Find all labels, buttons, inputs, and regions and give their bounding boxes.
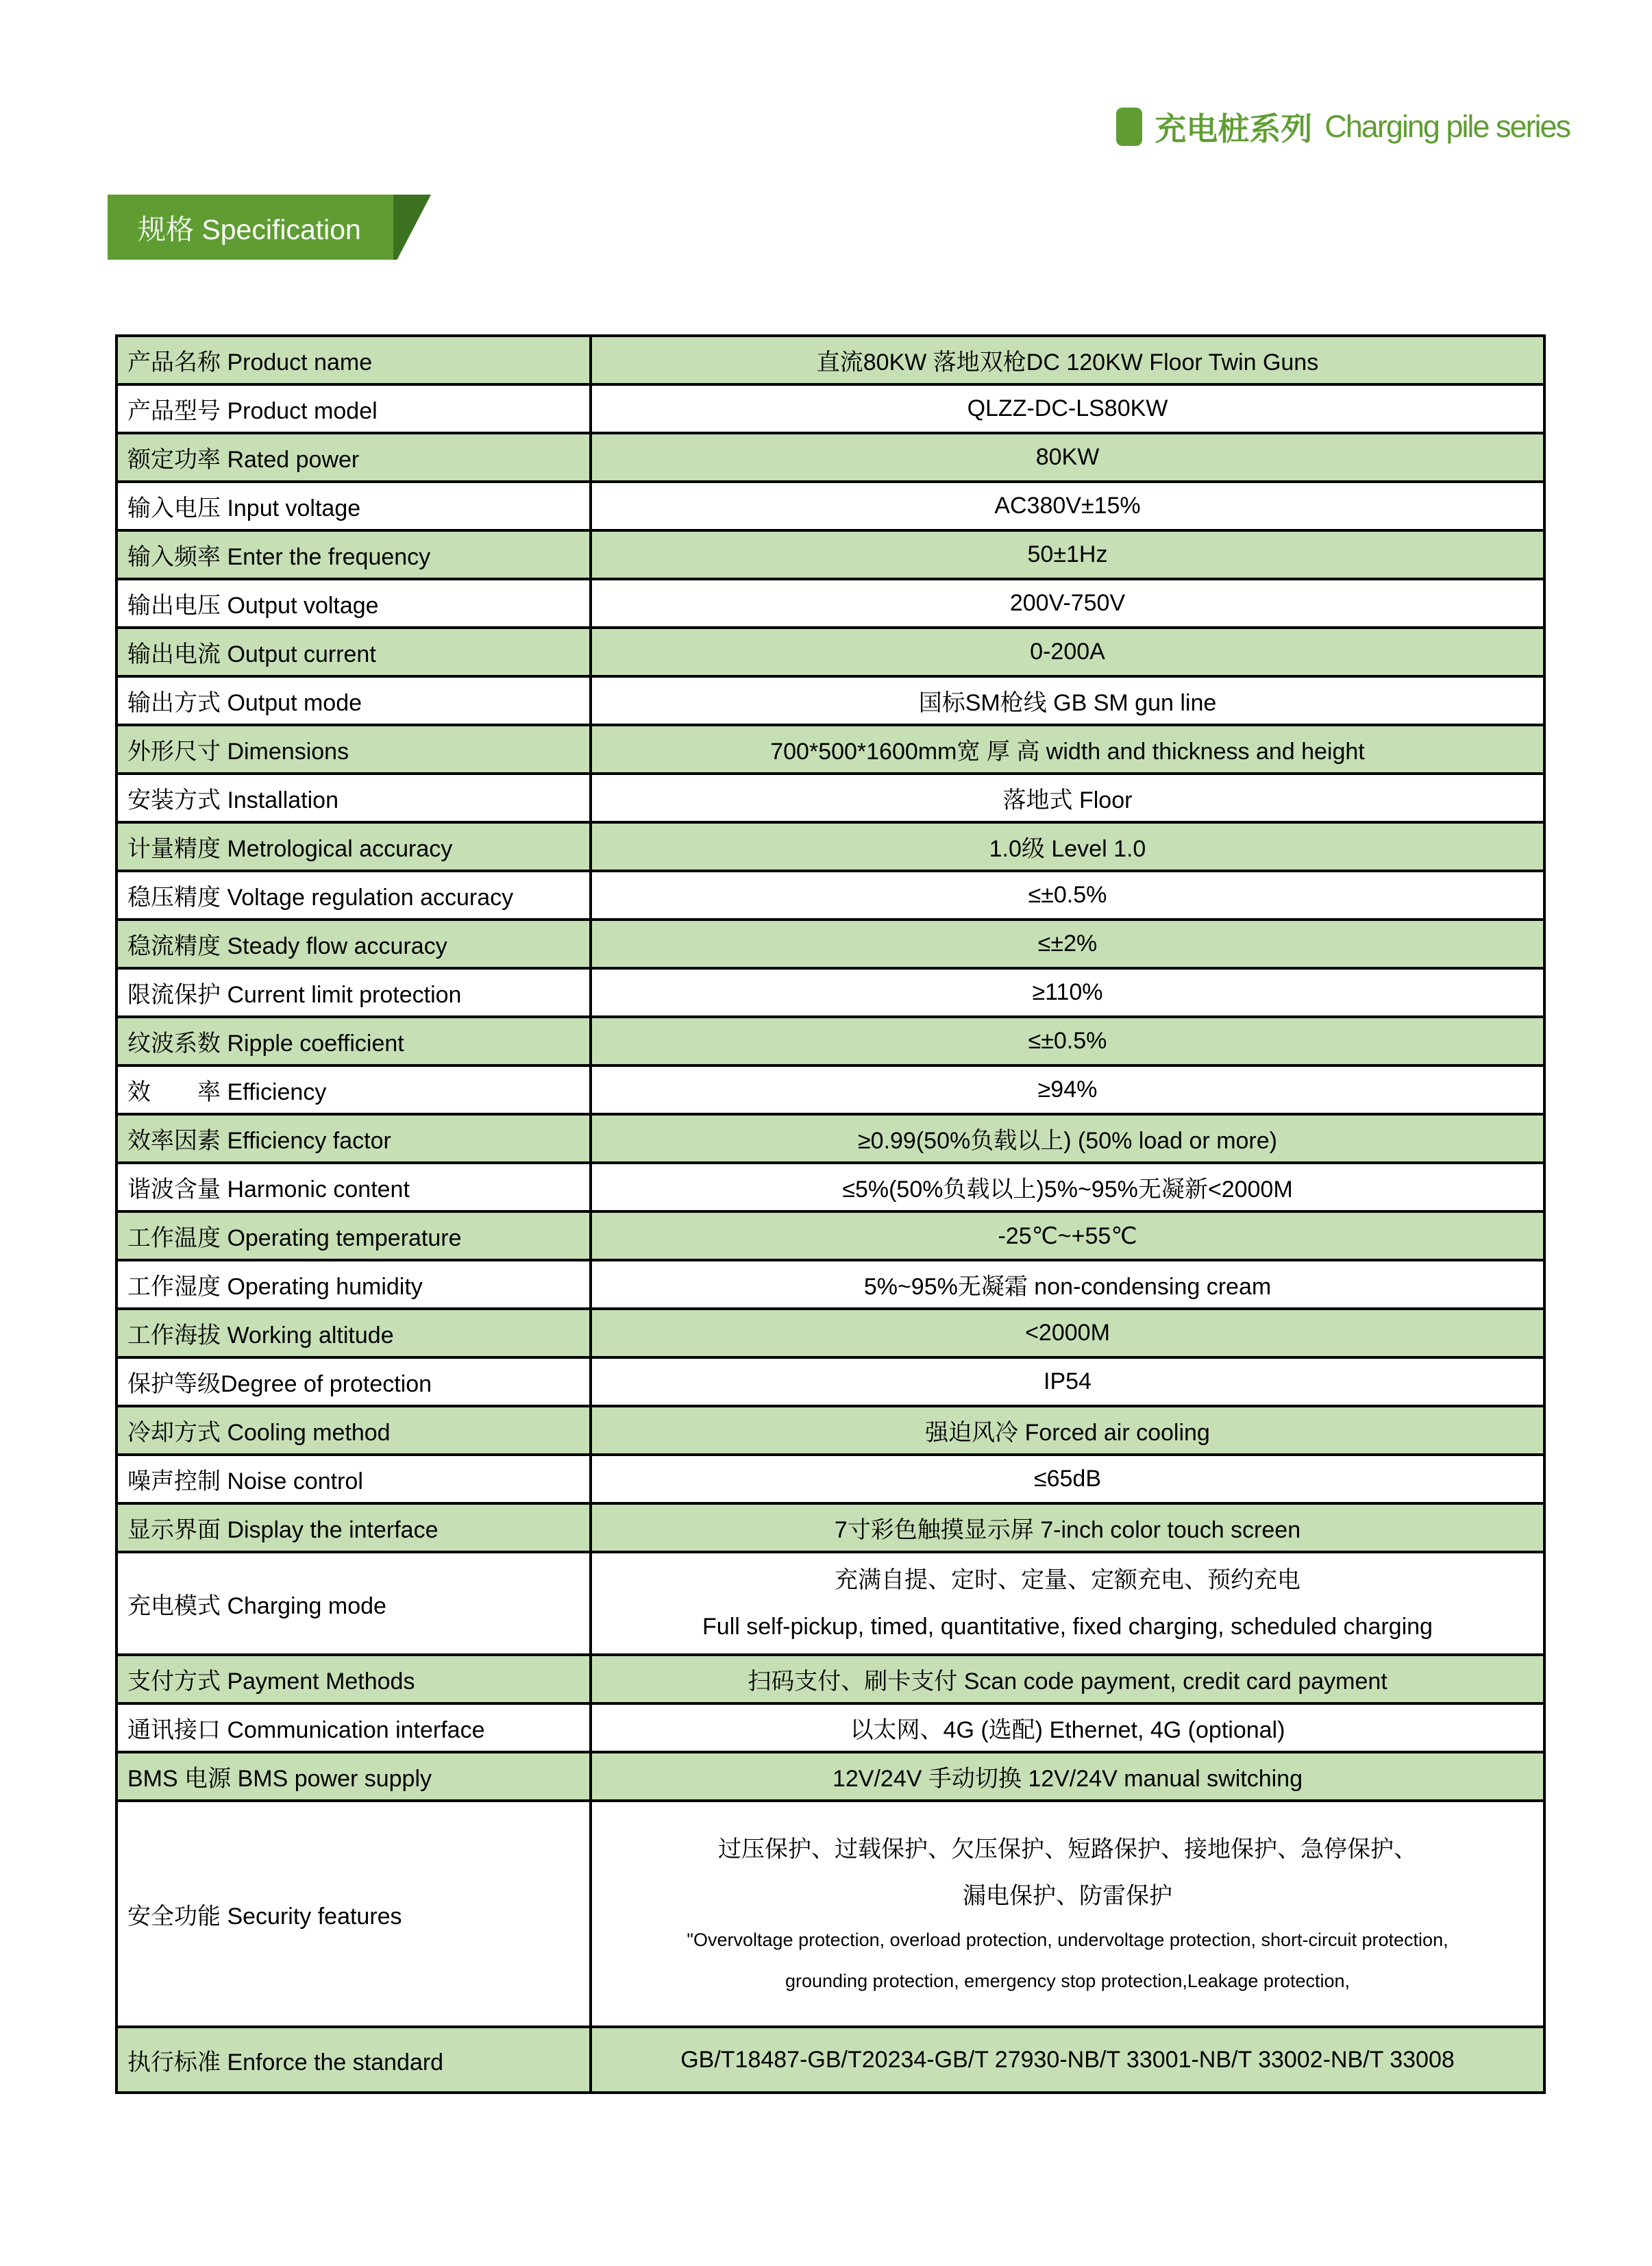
- spec-label: 保护等级Degree of protection: [118, 1359, 592, 1405]
- spec-value-line: 充满自提、定时、定量、定额充电、预约充电: [835, 1566, 1300, 1593]
- spec-label: 工作海拔 Working altitude: [118, 1310, 592, 1356]
- spec-value: <2000M: [1025, 1320, 1110, 1346]
- spec-label: 支付方式 Payment Methods: [118, 1656, 592, 1702]
- spec-row-noise-control: [118, 1456, 1543, 1505]
- spec-value: 7寸彩色触摸显示屏 7-inch color touch screen: [834, 1517, 1301, 1543]
- spec-value-line: 漏电保护、防雷保护: [963, 1883, 1172, 1910]
- spec-value: 80KW: [1035, 444, 1100, 470]
- spec-row-efficiency: [118, 1067, 1543, 1116]
- spec-value: IP54: [1044, 1368, 1092, 1394]
- spec-row-metrological-accuracy: [118, 824, 1543, 872]
- spec-row-enforce-standard: [118, 2028, 1543, 2091]
- spec-label: 执行标准 Enforce the standard: [118, 2028, 592, 2091]
- spec-row-payment-methods: [118, 1656, 1543, 1705]
- spec-row-steady-flow-accuracy: [118, 921, 1543, 970]
- spec-row-bms-power-supply: [118, 1753, 1543, 1802]
- spec-value: 以太网、4G (选配) Ethernet, 4G (optional): [850, 1717, 1285, 1743]
- spec-label: 稳流精度 Steady flow accuracy: [118, 921, 592, 967]
- spec-label: 输出电压 Output voltage: [118, 580, 592, 626]
- banner-wedge-decoration: [393, 195, 431, 260]
- brand-series-title-cn: 充电桩系列: [1155, 111, 1313, 147]
- spec-value: 200V-750V: [1009, 590, 1126, 616]
- spec-value: ≥94%: [1037, 1076, 1098, 1103]
- spec-value: 强迫风冷 Forced air cooling: [925, 1420, 1210, 1446]
- spec-row-display-interface: [118, 1505, 1543, 1553]
- spec-value: 1.0级 Level 1.0: [989, 836, 1146, 862]
- spec-label: 纹波系数 Ripple coefficient: [118, 1018, 592, 1064]
- spec-table: [115, 334, 1546, 2094]
- spec-row-product-model: [118, 386, 1543, 434]
- spec-value-line: grounding protection, emergency stop protection,Leakage protection,: [785, 1970, 1351, 1991]
- spec-label: 噪声控制 Noise control: [118, 1456, 592, 1502]
- spec-row-communication-interface: [118, 1705, 1543, 1753]
- section-banner: [108, 195, 431, 260]
- spec-value: ≤±0.5%: [1028, 1028, 1107, 1054]
- spec-label: 工作温度 Operating temperature: [118, 1213, 592, 1259]
- spec-row-output-voltage: [118, 580, 1543, 629]
- spec-row-input-frequency: [118, 532, 1543, 580]
- spec-label: 效 率 Efficiency: [118, 1067, 592, 1113]
- spec-row-product-name: [118, 337, 1543, 386]
- spec-row-output-current: [118, 629, 1543, 678]
- spec-label: 谐波含量 Harmonic content: [118, 1164, 592, 1210]
- spec-value: [592, 1802, 1543, 2025]
- spec-label: 输入电压 Input voltage: [118, 483, 592, 529]
- spec-row-installation: [118, 775, 1543, 824]
- spec-row-operating-temperature: [118, 1213, 1543, 1261]
- spec-label: 显示界面 Display the interface: [118, 1505, 592, 1551]
- spec-label: 充电模式 Charging mode: [118, 1553, 592, 1653]
- spec-value: ≤65dB: [1033, 1466, 1102, 1492]
- spec-label: BMS 电源 BMS power supply: [118, 1753, 592, 1799]
- spec-value: ≥0.99(50%负载以上) (50% load or more): [858, 1128, 1277, 1154]
- brand-square-icon: [1116, 108, 1142, 146]
- spec-row-current-limit-protection: [118, 970, 1543, 1018]
- spec-value: ≤±0.5%: [1028, 882, 1107, 908]
- spec-value: AC380V±15%: [994, 493, 1141, 519]
- spec-value: ≤5%(50%负载以上)5%~95%无凝新<2000M: [842, 1177, 1293, 1203]
- spec-value: GB/T18487-GB/T20234-GB/T 27930-NB/T 33001-NB/T 33002-NB/T 33008: [680, 2046, 1455, 2073]
- spec-row-dimensions: [118, 726, 1543, 775]
- spec-value-line: Full self-pickup, timed, quantitative, fixed charging, scheduled charging: [702, 1614, 1433, 1640]
- spec-label: 输出方式 Output mode: [118, 678, 592, 724]
- spec-value: -25℃~+55℃: [998, 1222, 1137, 1249]
- spec-row-harmonic-content: [118, 1164, 1543, 1213]
- page-header-brand: [1116, 103, 1570, 151]
- spec-value: 12V/24V 手动切换 12V/24V manual switching: [832, 1766, 1303, 1792]
- spec-label: 额定功率 Rated power: [118, 434, 592, 480]
- spec-value: [592, 1553, 1543, 1653]
- spec-value: 国标SM枪线 GB SM gun line: [918, 690, 1217, 716]
- spec-label: 计量精度 Metrological accuracy: [118, 824, 592, 870]
- spec-label: 产品名称 Product name: [118, 337, 592, 383]
- spec-label: 输入频率 Enter the frequency: [118, 532, 592, 578]
- spec-label: 限流保护 Current limit protection: [118, 970, 592, 1015]
- spec-row-degree-of-protection: [118, 1359, 1543, 1407]
- spec-label: 效率因素 Efficiency factor: [118, 1116, 592, 1161]
- spec-value: 700*500*1600mm宽 厚 高 width and thickness and height: [770, 739, 1365, 765]
- spec-label: 产品型号 Product model: [118, 386, 592, 432]
- spec-row-output-mode: [118, 678, 1543, 726]
- spec-label: 外形尺寸 Dimensions: [118, 726, 592, 772]
- spec-label: 安装方式 Installation: [118, 775, 592, 821]
- spec-value-line: "Overvoltage protection, overload protection, undervoltage protection, short-circuit protection,: [687, 1929, 1448, 1950]
- spec-row-security-features: [118, 1802, 1543, 2028]
- spec-row-operating-humidity: [118, 1261, 1543, 1310]
- spec-value: 5%~95%无凝霜 non-condensing cream: [863, 1274, 1272, 1300]
- spec-value: 50±1Hz: [1027, 541, 1108, 567]
- spec-row-rated-power: [118, 434, 1543, 483]
- page-title: 规格 Specification: [138, 214, 361, 245]
- spec-value: ≤±2%: [1037, 931, 1098, 957]
- spec-row-efficiency-factor: [118, 1116, 1543, 1164]
- spec-value: 落地式 Floor: [1002, 787, 1133, 813]
- spec-row-working-altitude: [118, 1310, 1543, 1359]
- spec-value: QLZZ-DC-LS80KW: [967, 395, 1168, 421]
- spec-row-ripple-coefficient: [118, 1018, 1543, 1067]
- spec-value: ≥110%: [1032, 979, 1103, 1005]
- spec-row-input-voltage: [118, 483, 1543, 532]
- spec-label: 稳压精度 Voltage regulation accuracy: [118, 872, 592, 918]
- spec-row-cooling-method: [118, 1407, 1543, 1456]
- spec-row-voltage-regulation-accuracy: [118, 872, 1543, 921]
- spec-label: 冷却方式 Cooling method: [118, 1407, 592, 1453]
- spec-label: 工作湿度 Operating humidity: [118, 1261, 592, 1307]
- spec-value: 直流80KW 落地双枪DC 120KW Floor Twin Guns: [816, 349, 1319, 375]
- section-banner-bar: [108, 195, 393, 260]
- spec-label: 输出电流 Output current: [118, 629, 592, 675]
- spec-value: 0-200A: [1030, 639, 1105, 665]
- spec-row-charging-mode: [118, 1553, 1543, 1656]
- spec-value-line: 过压保护、过载保护、欠压保护、短路保护、接地保护、急停保护、: [718, 1836, 1417, 1862]
- spec-label: 安全功能 Security features: [118, 1802, 592, 2025]
- spec-value: 扫码支付、刷卡支付 Scan code payment, credit card payment: [748, 1668, 1388, 1695]
- spec-label: 通讯接口 Communication interface: [118, 1705, 592, 1751]
- brand-series-title-en: Charging pile series: [1324, 109, 1570, 144]
